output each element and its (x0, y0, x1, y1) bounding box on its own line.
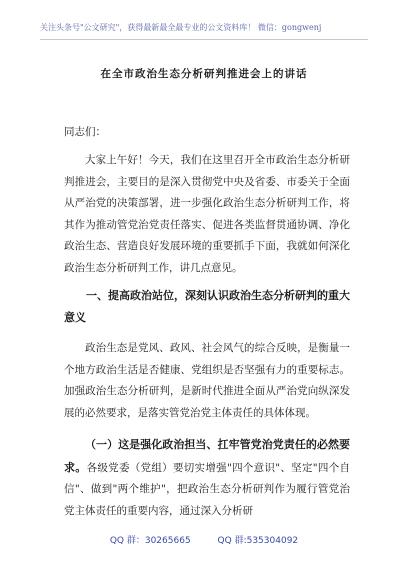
footer-contact (0, 533, 408, 546)
section-paragraph: 政治生态是党风、政风、社会风气的综合反映，是衡量一个地方政治生活是否健康、党组织是否坚强有力的重要标志。加强政治生态分析研判，是新时代推进全面从严治党向纵深发展的必然要求，是落实管党治党主体责任的具体体现。 (64, 342, 350, 419)
subsection-body: 各级党委（党组）要切实增强"四个意识"、坚定"四个自信"、做到"两个维护"，把政治生态分析研判作为履行管党治党主体责任的重要内容，通过深入分析研 (64, 461, 350, 517)
section-heading: 一、提高政治站位，深刻认识政治生态分析研判的重大意义 (64, 289, 350, 324)
footer-qq-group-2: QQ 群:535304092 (217, 536, 299, 546)
salutation: 同志们： (64, 126, 106, 138)
subsection-paragraph (64, 434, 350, 522)
subsection-heading: （一）这是强化政治担当、扛牢管党治党责任的必然要求。 (64, 438, 350, 474)
document-body (64, 150, 350, 522)
intro-paragraph: 大家上午好！今天，我们在这里召开全市政治生态分析研判推进会，主要目的是深入贯彻党中央及省委、市委关于全面从严治党的决策部署，进一步强化政治生态分析研判工作，将其作为推动管党治党责任落实、促进各类监督贯通协调、净化政治生态、营造良好发展环境的重要抓手下面，我就如何深化政治生态分析研判工作，讲几点意见。 (64, 154, 350, 274)
document-title: 在全市政治生态分析研判推进会上的讲话 (100, 68, 308, 80)
footer-qq-group-1: QQ 群：30265665 (109, 536, 191, 546)
header-promo: 关注头条号"公文研究"，获得最新最全最专业的公文资料库！ 微信：gongwenj (40, 22, 368, 40)
